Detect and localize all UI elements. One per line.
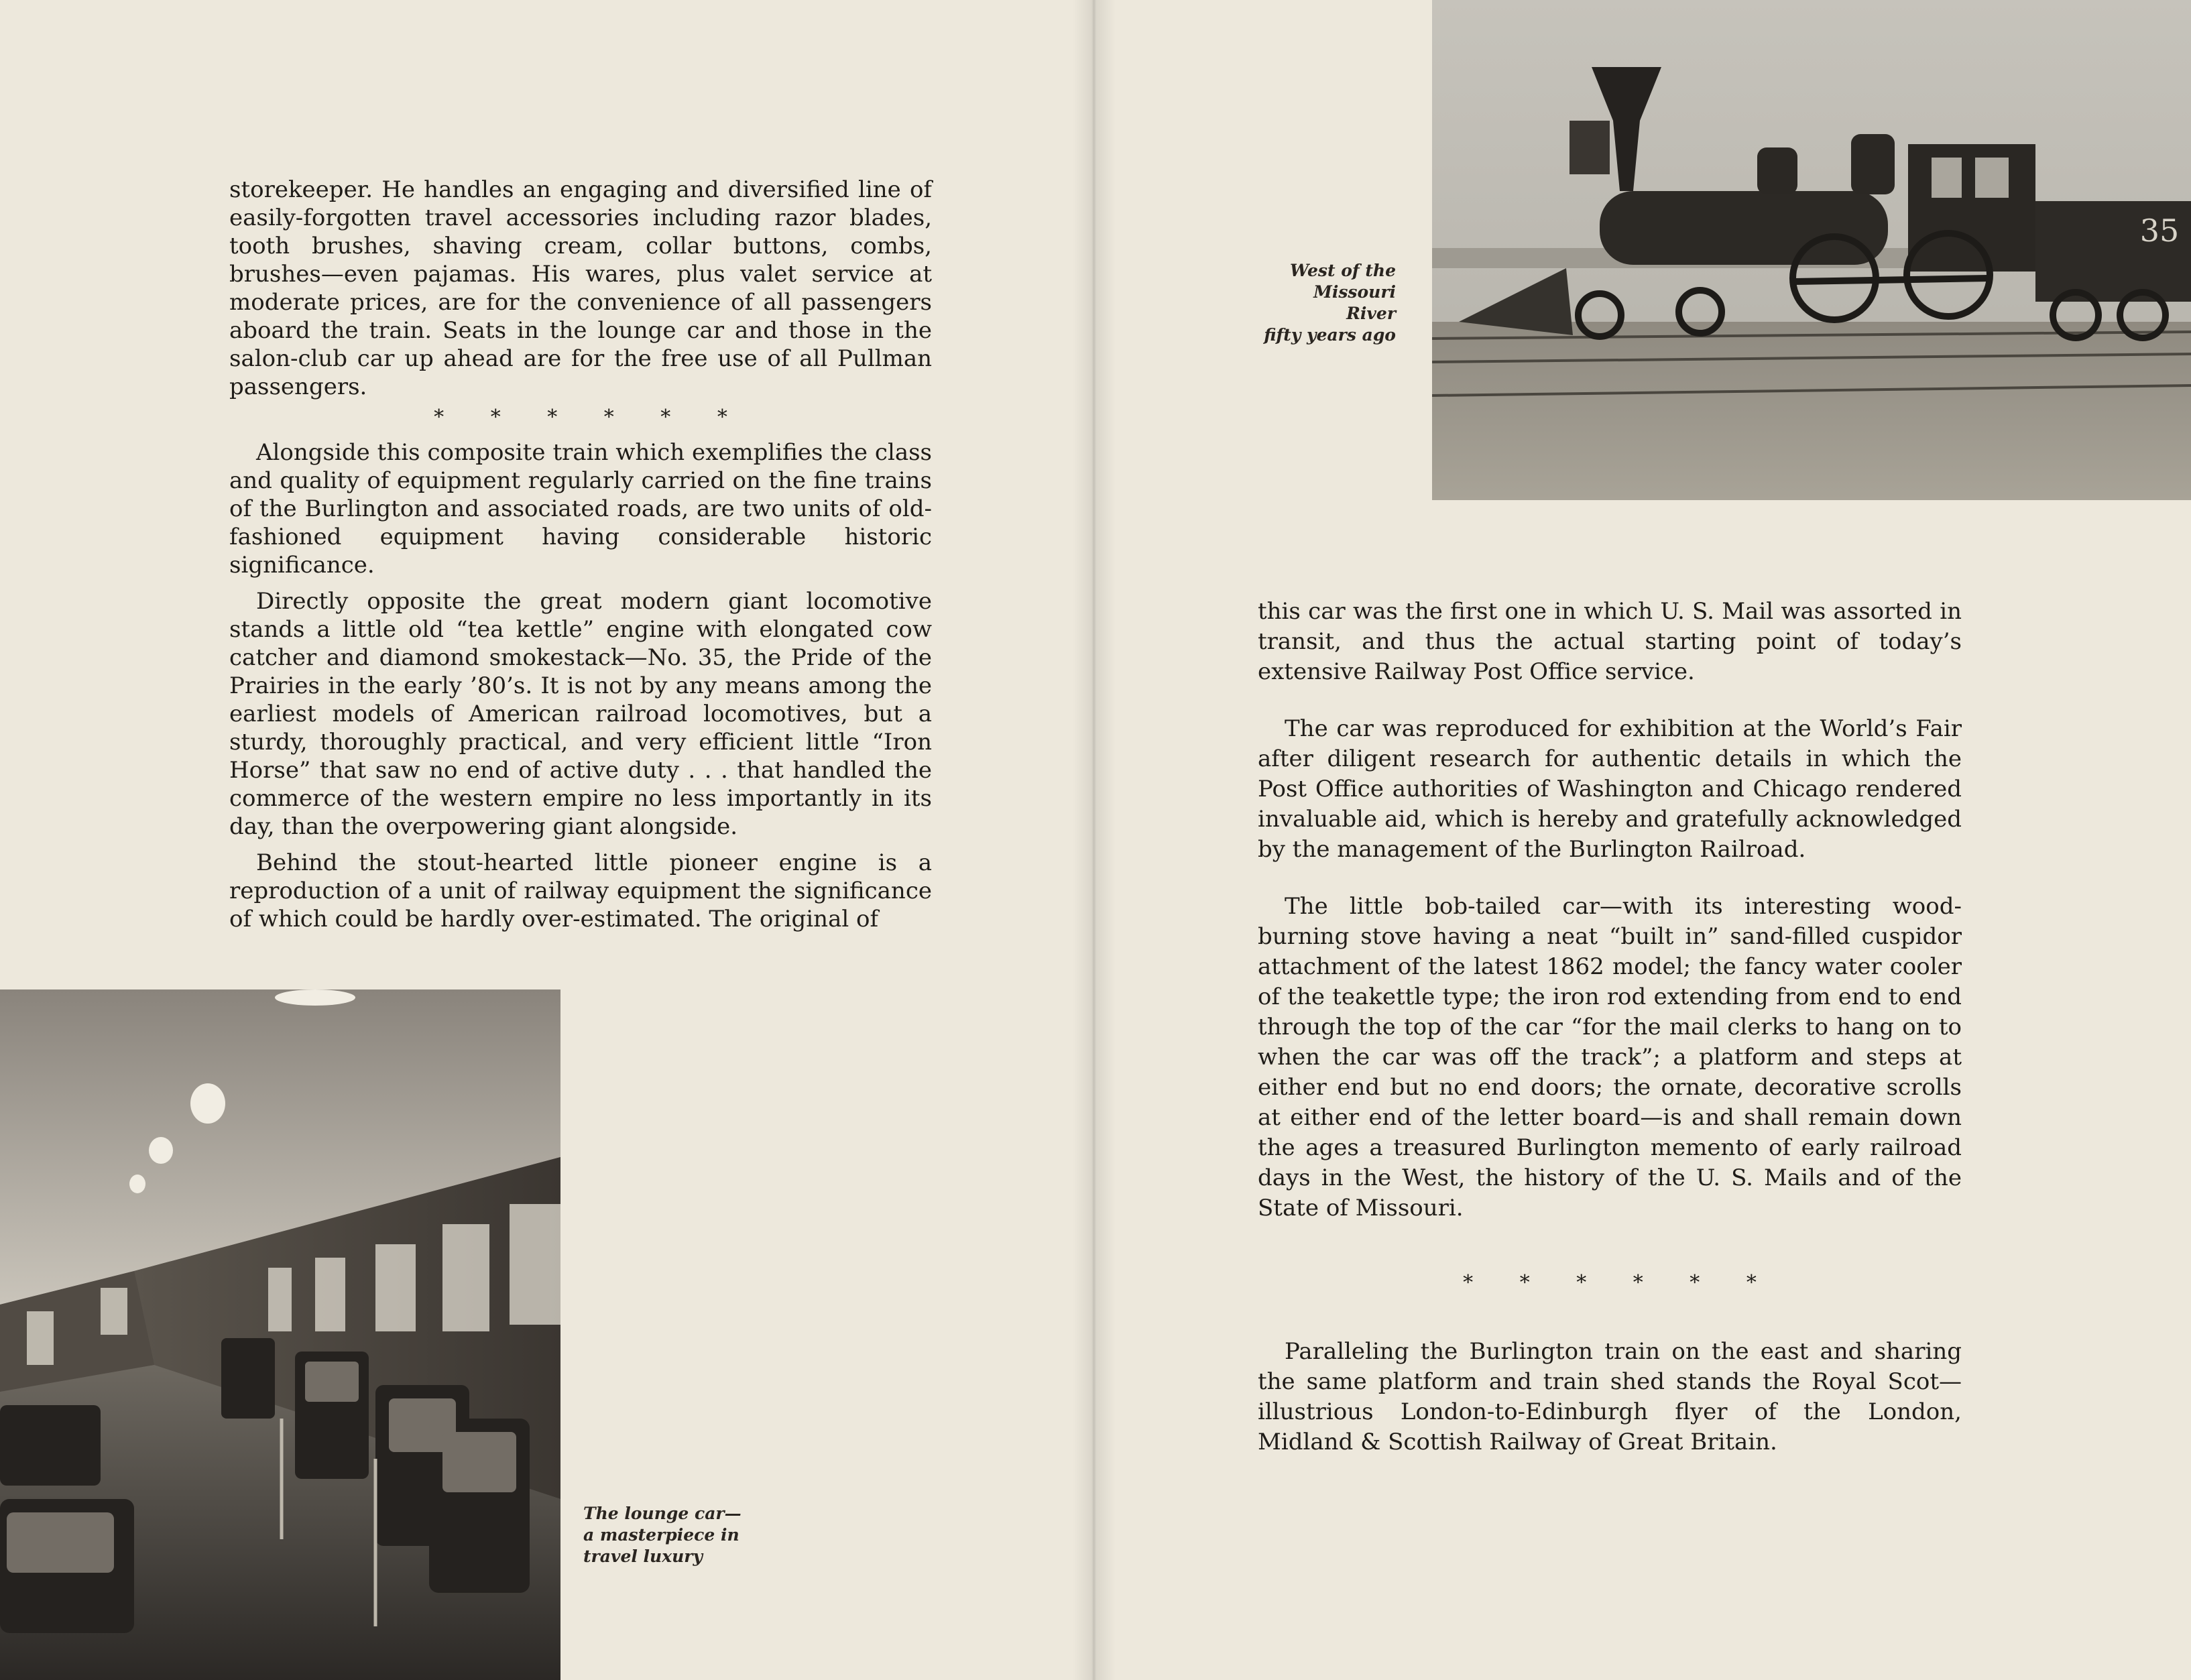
lounge-car-caption (583, 1503, 744, 1567)
paragraph: Alongside this composite train which exemplifies the class and quality of equipment regularly carried on the fine trains of the Burlington and associated roads, are two units of old-fashioned equipment having considerable historic significance. (229, 439, 932, 579)
left-page (0, 0, 1091, 1680)
caption-line: a masterpiece in (583, 1525, 739, 1545)
paragraph: Paralleling the Burlington train on the east and sharing the same platform and train shed stands the Royal Scot—illustrious London-to-Edinburgh flyer of the London, Midland & Scottish Railway of Great Britain. (1258, 1338, 1962, 1455)
caption-line: The lounge car— (583, 1504, 742, 1523)
lounge-car-illustration (0, 989, 560, 1680)
caption-line: fifty years ago (1264, 325, 1396, 345)
locomotive-photo (1432, 0, 2191, 500)
paragraph: Directly opposite the great modern giant locomotive stands a little old “tea kettle” engine with elongated cow catcher and diamond smokestack—No. 35, the Pride of the Prairies in the early ’80’s. It is not by any means among the earliest models of American railroad locomotives, but a sturdy, thoroughly practical, and very efficient little “Iron Horse” that saw no end of active duty . . . that handled the commerce of the western empire no less importantly in its day, than the overpowering giant alongside. (229, 588, 932, 840)
section-separator: * * * * * * (434, 406, 748, 429)
paragraph: this car was the first one in which U. S. Mail was assorted in transit, and thus the actual starting point of today’s extensive Railway Post Office service. (1258, 598, 1962, 685)
locomotive-caption (1260, 260, 1396, 346)
caption-line: West of the (1289, 261, 1396, 280)
caption-line: travel luxury (583, 1547, 703, 1566)
locomotive-illustration (1432, 0, 2191, 500)
paragraph: Behind the stout-hearted little pioneer engine is a reproduction of a unit of railway equipment the significance of which could be hardly over-estimated. The original of (229, 849, 932, 933)
paragraph: The car was reproduced for exhibition at the World’s Fair after diligent research for authentic details in which the Post Office authorities of Washington and Chicago rendered invaluable aid, which is hereby and gratefully acknowledged by the management of the Burlington Railroad. (1258, 715, 1962, 863)
section-separator: * * * * * * (1463, 1271, 1777, 1295)
lounge-car-photo (0, 989, 560, 1680)
caption-line: Missouri River (1313, 282, 1396, 323)
paragraph: The little bob-tailed car—with its interesting wood-burning stove having a neat “built in” sand-filled cuspidor attachment of the latest 1862 model; the fancy water cooler of the teakettle type; the iron rod extending from end to end through the top of the car “for the mail clerks to hang on to when the car was off the track”; a platform and steps at either end but no end doors; the ornate, decorative scrolls at either end of the letter board—is and shall remain down the ages a treasured Burlington memento of early railroad days in the West, the history of the U. S. Mails and of the State of Missouri. (1258, 893, 1962, 1221)
paragraph: storekeeper. He handles an engaging and diversified line of easily-forgotten travel accessories including razor blades, tooth brushes, shaving cream, collar buttons, combs, brushes—even pajamas. His wares, plus valet service at moderate prices, are for the convenience of all passengers aboard the train. Seats in the lounge car and those in the salon-club car up ahead are for the free use of all Pullman passengers. (229, 176, 932, 400)
page-gutter (1073, 0, 1116, 1680)
locomotive-number: 35 (2139, 213, 2180, 249)
right-text-column (1258, 597, 1962, 1457)
left-text-column (229, 176, 932, 933)
